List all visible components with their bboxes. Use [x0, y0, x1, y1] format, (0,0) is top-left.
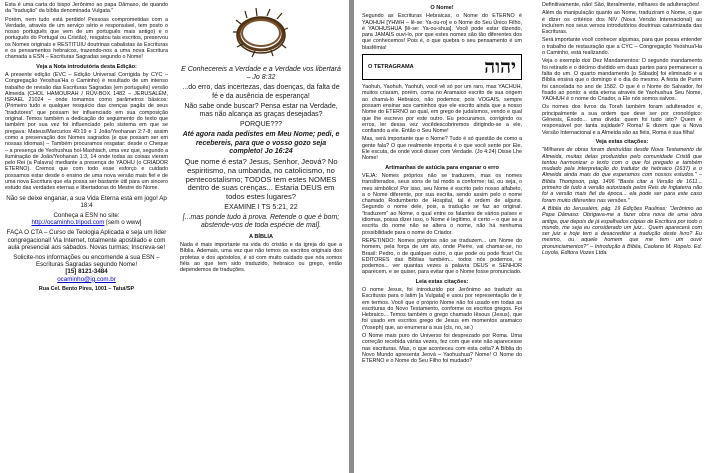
tetragram-label: O TETRAGRAMA [368, 63, 414, 70]
right-column-1 [362, 2, 522, 471]
paragraph: Definitivamente, não! São, literalmente, milhares de adulterações! [542, 2, 700, 8]
left-page [0, 0, 349, 473]
paragraph: REPETINDO: Nomes próprios não se traduzem... um Nome do homem, pela força de um ato, onde Pierre, vai chamar-se, no Brasil: Pedro, o de qualquer outro, o que pode ou pode ficar! Os EDITORES das Bíblias também... todos nós podemos, e podemos... ver quantas vezes a palavra DEUS e SENHOR aparecem, e se quiser, para evitar que o Nome fosse pronunciado. [362, 237, 522, 276]
paragraph: Porém, nem tudo está perdido! Pessoas comprometidas com a Verdade, através de um serviço sério e responsável, tem posto o nosso português que vem de um português mais antigo) e o português do Portugal ou Cristão), resgatou tais escritos, preservou os Nomes originais e RESTITUIU doutrinas cabalistas às Escrituras e os pensamentos hebraicos, trazendo-nos a uma nova Escritura chamada a ESN – Escrituras Sagradas segundo o Nome! [5, 16, 168, 61]
paragraph: Será importante você conhecer algumas, para que possa entender o trabalho de restauração que a CYC – Congregação Yeoshua'Ha o Caminho, está realizando. [542, 37, 702, 57]
crown-of-thorns-icon [233, 6, 289, 58]
site-promo-label: Conheça a ESN no site: [53, 212, 120, 220]
paragraph: Mas, será importante que o Nome? Tudo é só questão de como a gente fala? O que realmente importa é o que você sente por Ele. Ele escuta, de onde você disser com Verdade. (Jo 4:24) Disse Lhe Nome! [362, 136, 522, 162]
why-text: PORQUE??? [239, 121, 283, 129]
name-question: Que nome é esta? Jesus, Senhor, Jeová? No espiritismo, na umbanda, no catolicismo, no pentecostalismo; TODOS tem estes NOMES dentro de suas crenças... Estaria DEUS em todos estes lugares? [184, 157, 338, 202]
verse-quote: E Conhecereis a Verdade e a Verdade vos libertará – Jo 8:32 [181, 66, 341, 82]
contact-request: Solicite-nos informações ou encomende a sua ESN – Escrituras Sagradas segundo Nome! [13, 254, 160, 269]
paragraph: Segundo as Escrituras Hebraicas, o Nome do ETERNO é YAOHUH [YHWH – lê-se: Ya-ou-ro] e o Nome do Seu Único Filho, é YAOHUSHUA [lê-se: Ya-ou-shua]. Você pode estar dizendo, para JAMAIS ouvi-lo, por que estes nomes são tão diferentes dos que conhecemos! Pois é, o que quebra o seu pensamento é um blasfêmia! [362, 13, 522, 51]
paragraph: O nome Jesus, foi introduzido por Jerônimo ao traduzir as Escrituras para o latim [a Vulgata] e usou por representação de ir em termos. Você que o próprio Nome não foi usado em todas as escrituras do Novo Testamento, conforme os escritos gregos. Foi Hebraico... Temos também o grego chamado Iêsous (Jesus), que foi usado em escritos grego de Jesus em momentos aramaico (Yoseph) que, ao enumerar a sua (cls, no, se.) [362, 286, 522, 331]
warning-text: Não se deixe enganar, a sua Vida Eterna está em jogo! Ap 18:4 [6, 194, 167, 209]
section-heading: Leia estas citações: [415, 278, 469, 285]
paragraph: Além da manipulação quanto ao Nome, traduziram o Nome, o que é dizer os critérios dos NIV (Nova Versão Internacional) ao incluírem nos seus versos introdutórios doutrinas catarinizada das Escrituras. [542, 10, 702, 36]
site-promo [5, 212, 168, 226]
tagline: ...do erro, das incertezas, das doenças, da falta de fé e da ausência de esperança! [182, 84, 340, 100]
tetragram-hebrew: יהוה [484, 56, 516, 79]
phone-number: [15] 8121-3484 [65, 268, 108, 276]
section-heading: Veja estas citações: [595, 138, 649, 145]
site-link[interactable]: http://ocaminho.tripod.com [31, 219, 105, 227]
paragraph: O Nome mais puro do Universo foi desprezado por Roma. Uma correção recebida várias vezes, fez com que este não aparecesse nas escrituras. Mas, o que aconteceu com esta ceita? A Bíblia do Novo Mundo apresenta Jeová – Yaohushua? Nome! O Nome do ETERNO e o Nome do Seu Filho foi mudado? [362, 333, 522, 365]
contact-info [5, 254, 168, 283]
paragraph: VEJA: Nomes próprios não se traduzem, mas os nomes transliterados, seus sons de tal modo a conforme; tal, ou seja, o meu simbólico! Por isso, seu Nome é escrito pelo nosso alfabeto, a o Nome diferente, por sua escrita, sendo assim pelo o nome chamado Rodumberto de Hospital, tal é ordem de alguns. Segundo o nome dele, pois, a tradução se faz ao original. "traduzem" ao Nome, o qual entre os falantes de vários países e idiomas, possa dizer isso, o Nome é legítimo, é certo – o que se a escrita do nome não se altera o nome, não há nenhuma possibilidade para o nome do Criador. [362, 172, 522, 236]
paragraph: A Bíblia do Jerusalém, pág. 19 Edições Paulinas; "Jerônimo ao Papa Dâmaso: Obrigava-me a fazer obra nova de uma obra antiga, que depois de já espalhados cópias de Escritura por todo o mundo, me seja eu considerado um juiz... Quem aparecerá com ser juiz e hoje tem a desacreditar a tradução deste livro? Eu mesmo, ou aquele homem que me tem um ouvir pronunciamentos?" – Introdução à Bíblia, Caolano M. Ropelo. Ed. Loyola, Editora Vozes Ltda. [542, 205, 702, 256]
email-link[interactable]: ocaminho@ig.com.br [57, 275, 116, 283]
paragraph: Veja o exemplo dos Dez Mandamentos: O segundo mandamento foi retirado e o décimo dividido em duas partes para permanecer a falta do um. O quarto mandamento [o Sábado] foi eliminado e a Bíblia ensina que o domingo é o dia do mesmo. A festa de Purim foi cancelada no ano de 1582. O que é o Nome do Salvador, foi fixado ao ponto: a vida eterna através de Yaohushua Seu Nome, YAOHUH é o nome do Criador, a Ele nós somos salvos. [542, 58, 702, 103]
course-promo: FAÇA O CTA – Curso de Teologia Aplicada e seja um líder congregacional! Via Internet, totalmente apostilado e com aula presencial aos sábados. Novas turmas; Inscreva-se! [6, 229, 167, 251]
paragraph: Os nomes dos livros da Torah também foram adulterados e, principalmente a sua ordem que deve ser por cronológico: Gênesis, Êxodo... uma dívida: quem foi tudo isto? Quem é responsável por tanta sujidade? Roma! E dizem que a Nova Versão Internacional e a Almeida são as fiéis, Roma é sua filha! [542, 104, 702, 136]
address: Rua Cel. Bento Pires, 1001 – Tatuí/SP [38, 285, 135, 292]
examine-reference: EXAMINE I TS 5:21, 22 [224, 204, 298, 212]
paragraph: Nada é mais importante na vida do cristão e da igreja do que a Bíblia. Ademais, uma vez que não temos os escritos originais dos profetas e dos apóstolos, é só com muito cuidado que nós somos fiéis ao que tem sido traduzido, hebraico ou grego, então dependemos de traduções. [180, 241, 342, 274]
right-page [354, 0, 711, 473]
tetragram-box [362, 54, 522, 80]
paragraph: Yaohuh, Yaohuh, Yaohuh, você vê só por um raro, mas YACHUH, muitos criaram, porém, coma no Aramaico escrito de sua origem ao chamá-lo Hebraico, não podemos; pois VOGAIS, sempre possam ensinar aos caminhos que ele escrito ainda que a nosso Nome do ETERNO ao qual, em grego de judaísmos, vendo e qual que lhe escrevo por este outro. Eu procuramos, corrigindo os erros, ler dessa vez vocêdescobriremos dirigindo-se a ele, confiando a ele. Então o Seu Nome! [362, 84, 522, 135]
left-column-1 [5, 2, 168, 471]
paragraph: A presente edição (EVC – Edição Universal Corrigida by CYC – Congregação Yeoshua'Ha o Caminho) é resultado de um intenso trabalho de revisão das Escrituras Sagradas (em português) versão Almeida (CHOL HAMOURAH / RÜV-BOX 1482 – JERUSALÉM, ISRAEL 21024 – onde tomamos como parâmetros básicos: (Primeiro tudo e qualquer resquício das crenças pagãs de seus "tradutores" que possam ter influenciado em sua composição original. Temos também a dedicação do seguimento do texto que também por sua vez foi influenciado pelo sistema em que se pregava: Mateus/Marcurios 40:19 e 1 João/Yeohanan 2:7-8; assim como a preservação dos Nomes sagrados (e que possam ser em nossas idiomas) – Também procuramos resgatar: desde o Cheque – a presença de Yeohushua hol-Mashiach, uma vez que, segundo a iluminação de João/Yeohanan 1:3, 14 onde todas as coisas vieram pelo Rei (a Palavra) mediante a presença de YAOHU (o CRIADOR ETERNO). Cremos que com todo esse esforço e cuidado possamos estar desde o ensino de uma nova versão mais fiel e de uma nova Escritura que ela possa ser bastante útil para um sincero estudo das verdades eternas e libertadoras do Mestre do Nome. [5, 71, 168, 192]
section-heading: A BÍBLIA [248, 233, 274, 240]
key-verse: Até agora nada pedistes em Meu Nome; pedi, e recebereis, para que o vosso gozo seja completo! Jo 16:24 [182, 131, 340, 155]
question-text: Não sabe onde buscar? Pensa estar na Verdade, mas não alcança as graças desejadas? [184, 102, 338, 119]
paragraph: Esta é uma carta do bispo Jerônimo ao papa Dâmaso, de quando da "tradução" da bíblia denominada Vulgata." [5, 2, 168, 15]
section-heading: Veja a Nota introdutória desta Edição: [36, 63, 137, 70]
section-heading: Artimanhas de astúcia para enganar o erro [385, 164, 499, 171]
right-column-2 [542, 2, 702, 471]
examine-quote: [...mas ponde tudo à prova. Retende o que é bom; abstende-vos de toda espécie de mal]. [182, 214, 340, 230]
section-heading: O Nome! [430, 5, 454, 11]
site-link-suffix: [sem o www] [104, 219, 142, 227]
paragraph: "Milhares de obras foram destruídas desde Nova Testamento de Almeida, muitas delas produzidas pelo comunidade Cristã que tentou harmonizar o texto com o que foi pregado e também mudado pela interpretação do tradutor de hebraico (1637) e o Almeida ainda mais do que esperamos com nossos estudos." – Bíblia Thompson, pág. 1496 "Basta citar a Versão de 1611... primeiro de tudo a versão autorizada pelos Reis de Inglaterra não foi a versão mais fiel da época... ela pode ser para este caso foram muito diferentes nas versões." [542, 147, 702, 204]
left-column-2 [180, 2, 342, 471]
